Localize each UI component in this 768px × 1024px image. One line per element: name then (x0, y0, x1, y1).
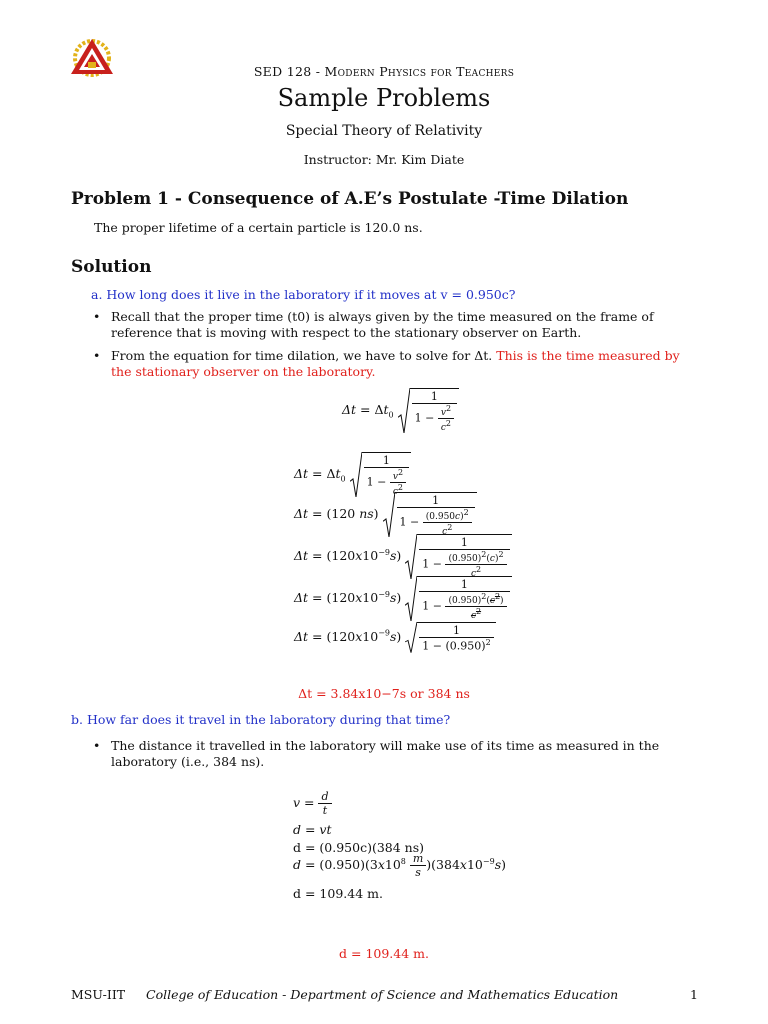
bullet-icon: • (93, 309, 101, 324)
part-a-question: a. How long does it live in the laboratory if it moves at v = 0.950c? (91, 287, 516, 302)
bullet-icon: • (93, 348, 101, 363)
footer-left: MSU-IIT (71, 987, 126, 1002)
footer-department: College of Education - Department of Science and Mathematics Education (146, 987, 619, 1002)
problem-heading: Problem 1 - Consequence of A.E’s Postulate -Time Dilation (71, 189, 629, 209)
derivation-line: $\Delta t = (120x10^{-9}s)$ 1 1 − $\frac{(0.950)^2(c)^2}{c^2}$ (294, 534, 512, 579)
bullet-item (93, 309, 698, 343)
equation-line: d = (0.950c)(384 ns) (293, 840, 425, 855)
part-b-question: b. How far does it travel in the laboratory during that time? (71, 712, 451, 727)
bullet-text (111, 348, 698, 380)
derivation-line: $\Delta t = (120x10^{-9}s)$ 1 1 − $\frac{(0.950)^2(c^2)}{c^2}$ (294, 576, 512, 621)
derivation-line: Δt = (120 ns) 1 1 − $\frac{(0.950c)^2}{c^2}$ (294, 492, 477, 537)
bullet-icon: • (93, 738, 101, 753)
problem-statement: The proper lifetime of a certain particle is 120.0 ns. (94, 220, 423, 235)
derivation-line: $\Delta t = \Delta t_0$ 1 1 − $\frac{v^2}{c^2}$ (294, 452, 411, 497)
course-title: SED 128 - Modern Physics for Teachers (253, 64, 515, 79)
bullet-item (93, 348, 698, 382)
page-title: Sample Problems (277, 84, 491, 112)
equation-line: d = 109.44 m. (293, 886, 383, 901)
page-number: 1 (690, 987, 698, 1002)
bullet-text: The distance it travelled in the laboratory will make use of its time as measured in the laboratory (i.e., 384 ns). (111, 738, 660, 769)
answer-a: Δt = 3.84x10−7s or 384 ns (298, 686, 470, 701)
formula-time-dilation: $\Delta t = \Delta t_0$ 1 1 − $\frac{v^2}{c^2}$ (342, 388, 459, 433)
equation-line: $d = (0.950)(3x10^8$ $\frac{m}{s}$ )$(384x10^{-9}s)$ (293, 852, 506, 879)
solution-heading: Solution (71, 257, 152, 277)
derivation-line: $\Delta t = (120x10^{-9}s)$ $\frac{1}{1 - (0.950)^2}$ (294, 622, 496, 653)
bullet-text-black: From the equation for time dilation, we have to solve for Δt. (111, 348, 493, 363)
equation-line: d = vt (293, 822, 332, 837)
bullet-text-red: This is the time measured by the stationary observer on the laboratory. (111, 348, 680, 379)
equation-velocity: v = $\frac{d}{t}$ (293, 790, 332, 817)
answer-b: d = 109.44 m. (339, 946, 429, 961)
bullet-item (93, 738, 698, 772)
instructor: Instructor: Mr. Kim Diate (303, 152, 465, 167)
subtitle: Special Theory of Relativity (285, 123, 483, 139)
bullet-text: Recall that the proper time (t0) is always given by the time measured on the frame of reference that is moving with respect to the stationary observer on Earth. (111, 309, 654, 340)
